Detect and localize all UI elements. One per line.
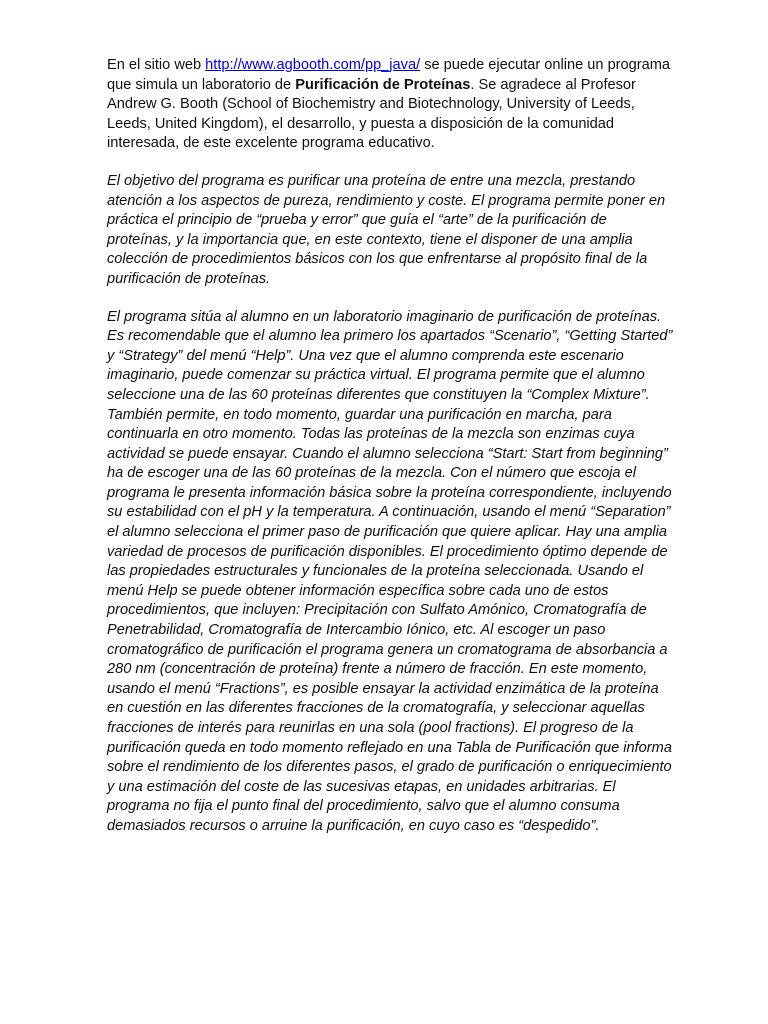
intro-bold-title: Purificación de Proteínas (295, 76, 471, 93)
intro-text-middle: se puede ejecutar online un programa que simula un laboratorio de (107, 57, 671, 93)
objective-paragraph: El objetivo del programa es purificar una proteína de entre una mezcla, prestando atención a los aspectos de pureza, rendimiento y coste. El programa permite poner en práctica el principio de “prueba y error” que guía el “arte” de la purificación de proteínas, y la importancia que, en este contexto, tiene el disponer de una amplia colección de procedimientos básicos con los que enfrentarse al propósito final de la purificación de proteínas. (107, 172, 666, 287)
program-description-paragraph: El programa sitúa al alumno en un laboratorio imaginario de purificación de proteínas. Es recomendable que el alumno lea primero los apartados “Scenario”, “Getting Started” y “Strategy” del menú “Help”. Una vez que el alumno comprenda este escenario imaginario, puede comenzar su práctica virtual. El programa permite que el alumno seleccione una de las 60 proteínas diferentes que constituyen la “Complex Mixture”. También permite, en todo momento, guardar una purificación en marcha, para continuarla en otro momento. Todas las proteínas de la mezcla son enzimas cuya actividad se puede ensayar. Cuando el alumno selecciona “Start: Start from beginning” ha de escoger una de las 60 proteínas de la mezcla. Con el número que escoja el programa le presenta información básica sobre la proteína correspondiente, incluyendo su estabilidad con el pH y la temperatura. A continuación, usando el menú “Separation” el alumno selecciona el primer paso de purificación que quiere aplicar. Hay una amplia variedad de procesos de purificación disponibles. El procedimiento óptimo depende de las propiedades estructurales y funcionales de la proteína seleccionada. Usando el menú Help se puede obtener información específica sobre cada uno de estos procedimientos, que incluyen: Precipitación con Sulfato Amónico, Cromatografía de Penetrabilidad, Cromatografía de Intercambio Iónico, etc. Al escoger un paso cromatográfico de purificación el programa genera un cromatograma de absorbancia a 280 nm (concentración de proteína) frente a número de fracción. En este momento, usando el menú “Fractions”, es posible ensayar la actividad enzimática de la proteína en cuestión en las diferentes fracciones de la cromatografía, y seleccionar aquellas fracciones de interés para reunirlas en una sola (pool fractions). El progreso de la purificación queda en todo momento reflejado en una Tabla de Purificación que informa sobre el rendimiento de los diferentes pasos, el grado de purificación o enriquecimiento y una estimación del coste de las sucesivas etapas, en unidades arbitrarias. El programa no fija el punto final del procedimiento, salvo que el alumno consuma demasiados recursos o arruine la purificación, en cuyo caso es “despedido”. (107, 308, 673, 834)
document-body (107, 56, 675, 855)
agbooth-link[interactable]: http://www.agbooth.com/pp_java/ (205, 57, 421, 73)
intro-paragraph (107, 56, 675, 154)
intro-text-end: . Se agradece al Profesor Andrew G. Booth (School of Biochemistry and Biotechnology, University of Leeds, Leeds, United Kingdom), el desarrollo, y puesta a disposición de la comunidad interesada, de este excelente programa educativo. (107, 76, 636, 152)
intro-text-start: En el sitio web (107, 57, 206, 73)
